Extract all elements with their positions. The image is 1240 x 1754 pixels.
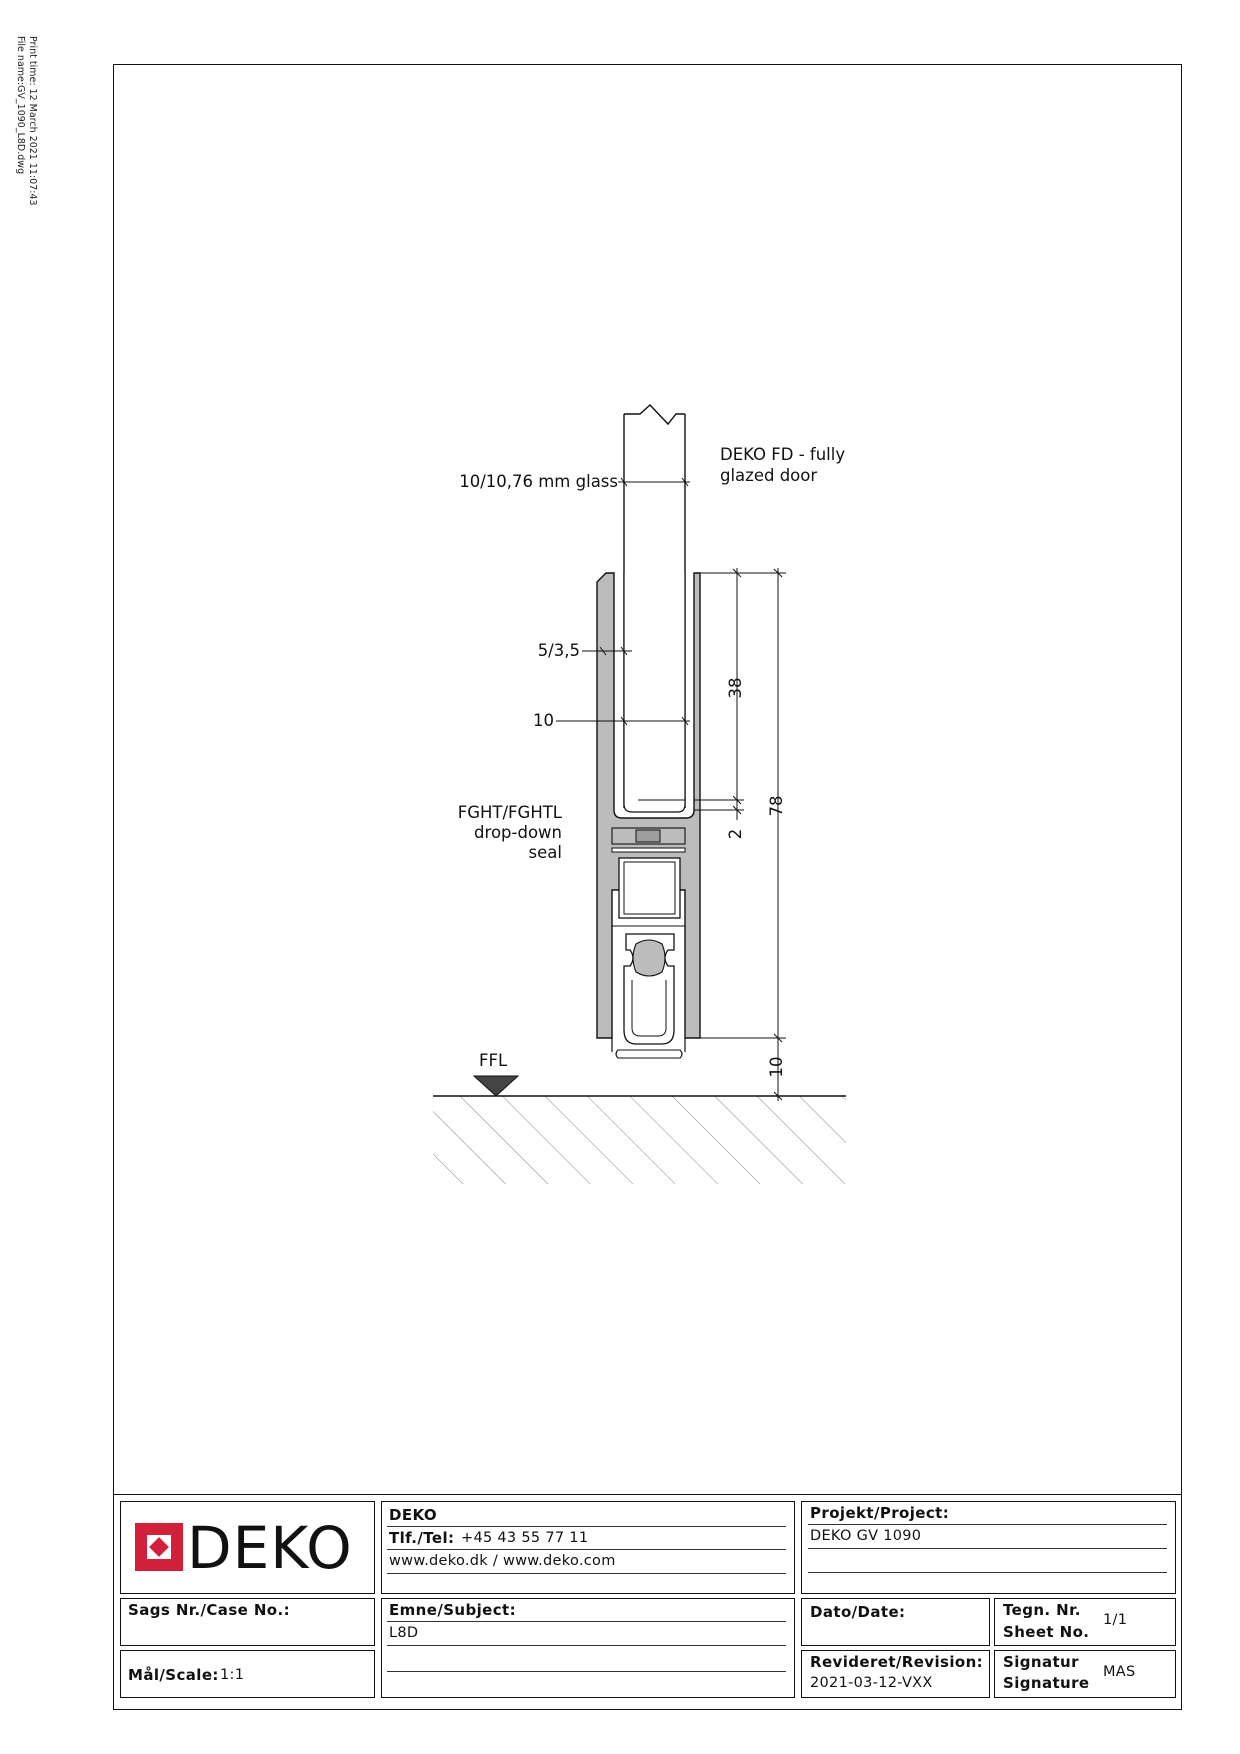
revision-box bbox=[801, 1650, 990, 1698]
width-label: 10 bbox=[533, 711, 554, 730]
revision-value: 2021-03-12-VXX bbox=[810, 1675, 933, 1691]
tel-value: +45 43 55 77 11 bbox=[461, 1530, 589, 1546]
seal-label-2: drop-down bbox=[474, 823, 562, 842]
scale-value: 1:1 bbox=[220, 1667, 245, 1683]
project-value: DEKO GV 1090 bbox=[810, 1528, 922, 1544]
logo-text: DEKO bbox=[187, 1514, 353, 1582]
seal-label-3: seal bbox=[528, 843, 562, 862]
subject-box bbox=[381, 1598, 795, 1698]
tel-label: Tlf./Tel: bbox=[389, 1529, 455, 1547]
case-box bbox=[120, 1598, 375, 1646]
gap-label: 5/3,5 bbox=[537, 641, 580, 660]
seal-label-1: FGHT/FGHTL bbox=[457, 803, 562, 822]
sheet-box bbox=[994, 1598, 1176, 1646]
signature-value: MAS bbox=[1103, 1664, 1136, 1680]
date-label: Dato/Date: bbox=[810, 1603, 906, 1621]
revision-label: Revideret/Revision: bbox=[810, 1653, 984, 1671]
date-box bbox=[801, 1598, 990, 1646]
case-label: Sags Nr./Case No.: bbox=[128, 1601, 291, 1619]
signature-box bbox=[994, 1650, 1176, 1698]
scale-label: Mål/Scale: bbox=[128, 1666, 219, 1684]
sheet-label-1: Tegn. Nr. bbox=[1003, 1601, 1081, 1619]
company-box bbox=[381, 1501, 795, 1594]
sheet-value: 1/1 bbox=[1103, 1612, 1128, 1628]
signature-label-1: Signatur bbox=[1003, 1653, 1079, 1671]
sheet-label-2: Sheet No. bbox=[1003, 1623, 1090, 1641]
subject-value: L8D bbox=[389, 1625, 419, 1641]
drawing-frame bbox=[113, 64, 1182, 1710]
door-label-1: DEKO FD - fully bbox=[720, 445, 846, 464]
print-time: Print time: 12 March 2021 11:07:43 bbox=[27, 36, 38, 206]
dim-2: 2 bbox=[726, 828, 745, 840]
subject-label: Emne/Subject: bbox=[389, 1601, 517, 1619]
ffl-label: FFL bbox=[479, 1051, 508, 1070]
project-box bbox=[801, 1501, 1176, 1594]
deko-logo-icon bbox=[135, 1523, 183, 1571]
dim-38: 38 bbox=[726, 677, 745, 699]
logo-box bbox=[120, 1501, 375, 1594]
dim-78: 78 bbox=[767, 795, 786, 817]
website: www.deko.dk / www.deko.com bbox=[389, 1553, 616, 1569]
project-label: Projekt/Project: bbox=[810, 1504, 950, 1522]
print-info bbox=[14, 36, 38, 206]
scale-box bbox=[120, 1650, 375, 1698]
file-name: File name:GV_1090_L8D.dwg bbox=[15, 36, 26, 175]
glass-label: 10/10,76 mm glass bbox=[459, 472, 618, 491]
company-name: DEKO bbox=[389, 1506, 437, 1524]
dim-10-floor: 10 bbox=[767, 1056, 786, 1078]
door-label-2: glazed door bbox=[720, 466, 818, 485]
signature-label-2: Signature bbox=[1003, 1674, 1090, 1692]
